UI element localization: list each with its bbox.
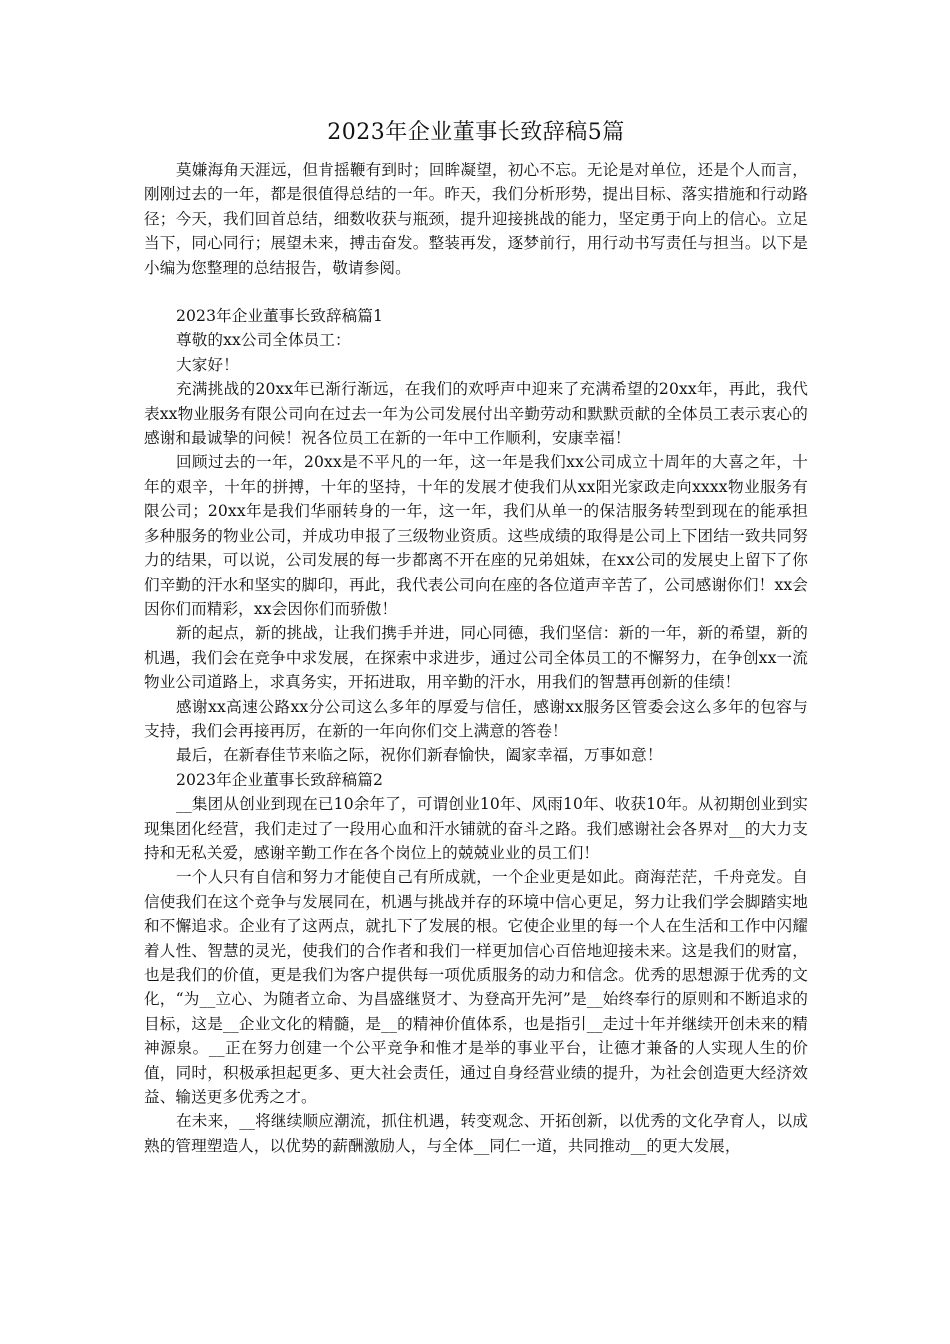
greeting: 大家好！ (176, 355, 239, 374)
intro-paragraph: 莫嫌海角天涯远，但肯摇鞭有到时；回眸凝望，初心不忘。无论是对单位，还是个人而言，刚刚过去的一年，都是很值得总结的一年。昨天，我们分析形势，提出目标、落实措施和行动路径；今天，我们回首总结，细数收获与瓶颈，提升迎接挑战的能力，坚定勇于向上的信心。立足当下，同心同行；展望未来，搏击奋发。整装再发，逐梦前行，用行动书写责任与担当。以下是小编为您整理的总结报告，敬请参阅。 (144, 161, 808, 277)
section-heading-2: 2023年企业董事长致辞稿篇2 (176, 770, 384, 789)
section-heading-1: 2023年企业董事长致辞稿篇1 (176, 307, 384, 326)
salutation: 尊敬的xx公司全体员工： (176, 331, 351, 350)
body-paragraph: 充满挑战的20xx年已渐行渐远，在我们的欢呼声中迎来了充满希望的20xx年，再此，我代表xx物业服务有限公司向在过去一年为公司发展付出辛勤劳动和默默贡献的全体员工表示衷心的感谢和最诚挚的问候！祝各位员工在新的一年中工作顺利，安康幸福！ (144, 380, 808, 448)
document-title: 2023年企业董事长致辞稿5篇 (327, 120, 625, 145)
body-paragraph: 感谢xx高速公路xx分公司这么多年的厚爱与信任，感谢xx服务区管委会这么多年的包容与支持，我们会再接再厉，在新的一年向你们交上满意的答卷！ (144, 697, 808, 740)
body-paragraph: __集团从创业到现在已10余年了，可谓创业10年、风雨10年、收获10年。从初期创业到实现集团化经营，我们走过了一段用心血和汗水铺就的奋斗之路。我们感谢社会各界对__的大力支持和无私关爱，感谢辛勤工作在各个岗位上的兢兢业业的员工们！ (144, 795, 808, 862)
body-paragraph: 在未来，__将继续顺应潮流，抓住机遇，转变观念、开拓创新，以优秀的文化孕育人，以成熟的管理塑造人，以优势的薪酬激励人，与全体__同仁一道，共同推动__的更大发展， (144, 1112, 808, 1155)
body-paragraph: 一个人只有自信和努力才能使自己有所成就，一个企业更是如此。商海茫茫，千舟竞发。自信使我们在这个竞争与发展同在，机遇与挑战并存的环境中信心更足，努力让我们学会脚踏实地和不懈追求。企业有了这两点，就扎下了发展的根。它使企业里的每一个人在生活和工作中闪耀着人性、智慧的灵光，使我们的合作者和我们一样更加信心百倍地迎接未来。这是我们的财富，也是我们的价值，更是我们为客户提供每一项优质服务的动力和信念。优秀的思想源于优秀的文化，“为__立心、为随者立命、为昌盛继贤才、为登高开先河”是__始终奉行的原则和不断追求的目标，这是__企业文化的精髓，是__的精神价值体系，也是指引__走过十年并继续开创未来的精神源泉。__正在努力创建一个公平竞争和惟才是举的事业平台，让德才兼备的人实现人生的价值，同时，积极承担起更多、更大社会责任，通过自身经营业绩的提升，为社会创造更大经济效益、输送更多优秀之才。 (144, 868, 808, 1107)
section-gap (144, 280, 808, 304)
body-paragraph: 最后，在新春佳节来临之际，祝你们新春愉快，阖家幸福，万事如意！ (176, 746, 663, 765)
body-paragraph: 新的起点，新的挑战，让我们携手并进，同心同德，我们坚信：新的一年，新的希望，新的机遇，我们会在竞争中求发展，在探索中求进步，通过公司全体员工的不懈努力，在争创xx一流物业公司道路上，求真务实，开拓进取，用辛勤的汗水，用我们的智慧再创新的佳绩！ (144, 624, 808, 692)
document-page (144, 118, 808, 1158)
body-paragraph: 回顾过去的一年，20xx是不平凡的一年，这一年是我们xx公司成立十周年的大喜之年，十年的艰辛，十年的拼搏，十年的坚持，十年的发展才使我们从xx阳光家政走向xxxx物业服务有限公司；20xx年是我们华丽转身的一年，这一年，我们从单一的保洁服务转型到现在的能承担多种服务的物业公司，并成功申报了三级物业资质。这些成绩的取得是公司上下团结一致共同努力的结果，可以说，公司发展的每一步都离不开在座的兄弟姐妹，在xx公司的发展史上留下了你们辛勤的汗水和坚实的脚印，再此，我代表公司向在座的各位道声辛苦了，公司感谢你们！xx会因你们而精彩，xx会因你们而骄傲！ (144, 453, 808, 618)
